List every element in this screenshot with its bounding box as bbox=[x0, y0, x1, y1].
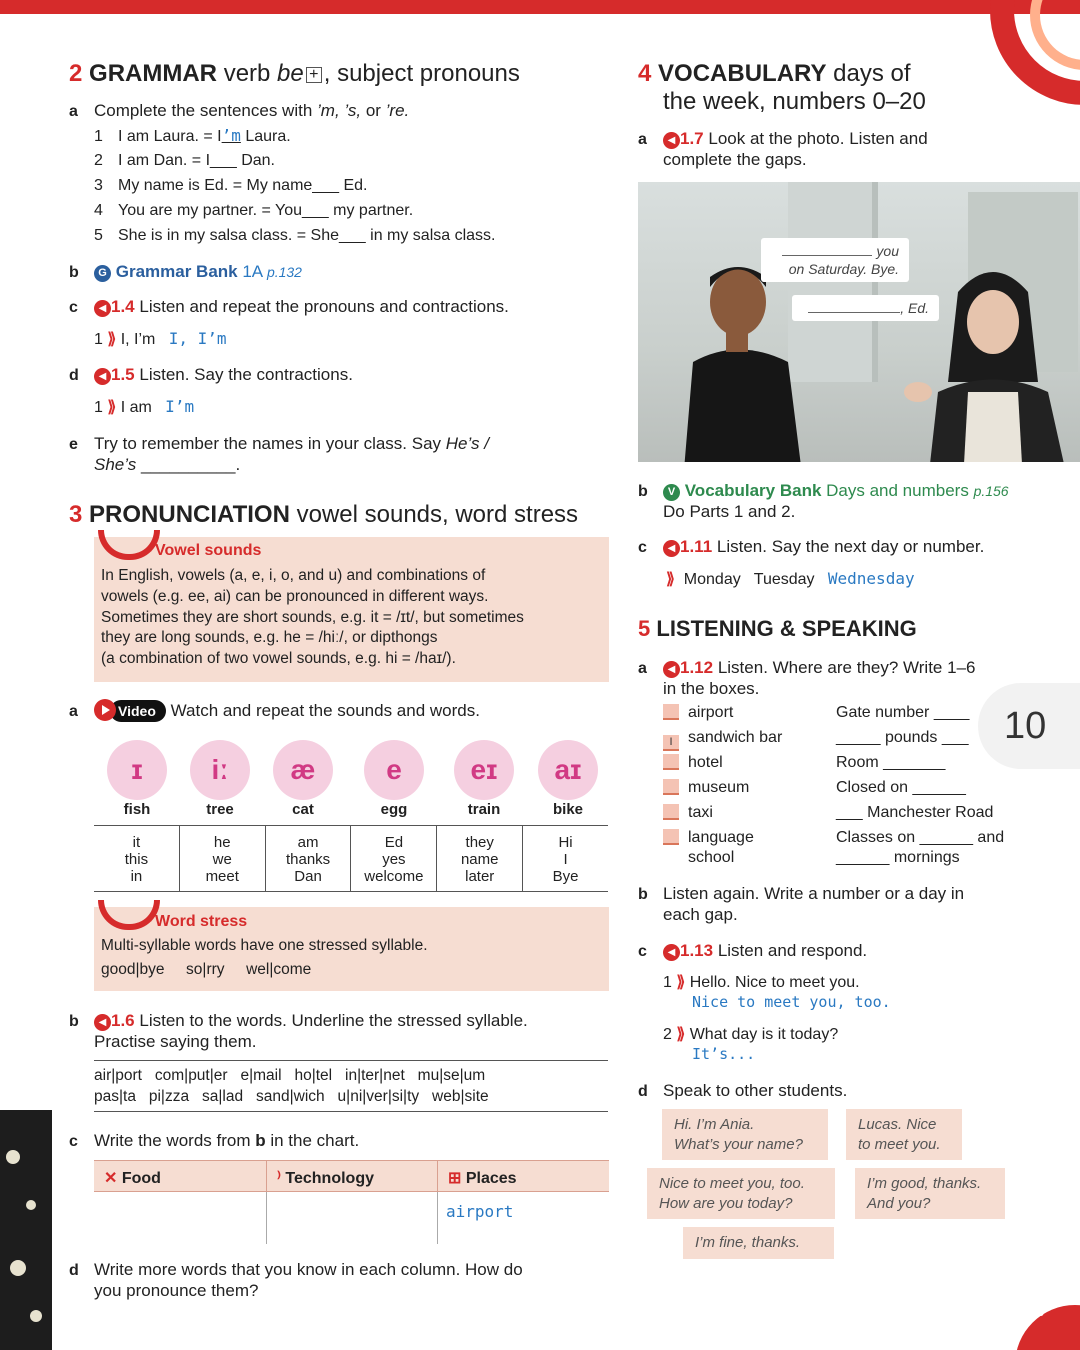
section-2-heading bbox=[69, 58, 520, 89]
sound-label: cat bbox=[292, 801, 314, 818]
divider bbox=[437, 1192, 438, 1244]
exercise-text: Listen. Where are they? Write 1–6 bbox=[717, 658, 976, 677]
exercise-gap[interactable]: __________. bbox=[136, 455, 241, 474]
exercise-text: Listen to the words. Underline the stressed syllable. bbox=[139, 1011, 528, 1030]
audio-icon[interactable]: ◀ bbox=[94, 368, 111, 385]
column-places bbox=[437, 1160, 609, 1192]
exercise-letter: a bbox=[638, 660, 647, 677]
bubble-text: I’m fine, thanks. bbox=[695, 1234, 801, 1251]
section-number: 5 bbox=[638, 616, 651, 641]
exercise-2e-line2[interactable] bbox=[94, 454, 240, 476]
answer-box[interactable] bbox=[663, 804, 679, 820]
answer-box[interactable] bbox=[663, 754, 679, 770]
example-number: 1 bbox=[94, 331, 103, 348]
item-text: Laura. bbox=[240, 128, 291, 145]
sound-label: train bbox=[467, 801, 501, 818]
audio-track-number: 1.7 bbox=[680, 129, 704, 148]
exercise-5d bbox=[638, 1080, 847, 1103]
speaker-icon: ⟫ bbox=[671, 974, 690, 991]
divider bbox=[266, 1192, 267, 1244]
exercise-letter: b bbox=[69, 264, 79, 281]
exercise-text: Write more words that you know in each column. How do bbox=[94, 1260, 523, 1279]
word-list[interactable]: pas|ta pi|zza sa|lad sand|wich u|ni|ver|si|ty web|site bbox=[94, 1088, 489, 1105]
word-stress-examples bbox=[101, 960, 311, 980]
exercise-letter: b bbox=[638, 886, 648, 903]
vowel-sounds-text bbox=[101, 566, 524, 670]
exercise-text: Write the words from bbox=[94, 1131, 256, 1150]
example-line bbox=[666, 569, 915, 591]
example-text: I am bbox=[120, 399, 152, 416]
woman-figure bbox=[898, 252, 1078, 462]
sound-egg-icon[interactable] bbox=[364, 740, 424, 800]
speech-bubble bbox=[846, 1109, 962, 1160]
item-text: Dan. bbox=[236, 152, 275, 169]
stress-example: good|bye bbox=[101, 961, 165, 978]
item-number: 3 bbox=[94, 177, 103, 194]
section-subtitle: days of bbox=[833, 60, 911, 87]
info-line: In English, vowels (a, e, i, o, and u) and combinations of bbox=[101, 567, 486, 584]
video-button[interactable]: Video bbox=[110, 700, 166, 722]
section-subtitle: vowel sounds, word stress bbox=[296, 501, 579, 528]
exercise-text: Practise saying them. bbox=[94, 1032, 257, 1051]
word-stress-tag: Word stress bbox=[155, 913, 248, 930]
section-subtitle-italic: be bbox=[277, 60, 304, 87]
grammar-item[interactable] bbox=[94, 176, 367, 197]
place-row[interactable] bbox=[663, 828, 754, 849]
grid-column bbox=[437, 826, 523, 891]
place-row[interactable] bbox=[663, 803, 713, 824]
item-text: in my salsa class. bbox=[365, 227, 496, 244]
bubble-text: , Ed. bbox=[900, 300, 929, 316]
item-gap[interactable]: ___ bbox=[338, 227, 366, 244]
vocabulary-bank-page: p.156 bbox=[973, 483, 1009, 499]
sound-label: bike bbox=[552, 801, 583, 818]
bubble-text: And you? bbox=[867, 1194, 931, 1212]
speaker-icon: ⟫ bbox=[102, 331, 121, 348]
page-corner-decoration bbox=[1015, 1305, 1080, 1350]
play-video-icon[interactable] bbox=[94, 699, 116, 721]
place-gap[interactable]: _____ pounds ___ bbox=[836, 729, 969, 746]
grid-word: welcome bbox=[364, 868, 424, 885]
dialogue-answer: Nice to meet you, too. bbox=[692, 993, 891, 1011]
item-gap[interactable]: ___ bbox=[312, 177, 339, 194]
exercise-5c bbox=[638, 940, 867, 963]
example-text: Monday Tuesday bbox=[683, 571, 815, 588]
grid-word: Hi bbox=[558, 834, 573, 851]
column-header: Technology bbox=[285, 1170, 374, 1187]
dialogue-line bbox=[663, 1025, 838, 1046]
column-food bbox=[94, 1160, 266, 1192]
top-red-bar bbox=[0, 0, 1080, 14]
phonetic-symbol: ɪ bbox=[131, 754, 143, 785]
answer-box[interactable] bbox=[663, 829, 679, 845]
phonetic-symbol: e bbox=[386, 754, 402, 785]
left-edge-decoration bbox=[0, 1110, 52, 1350]
grid-word: we bbox=[212, 851, 232, 868]
exercise-letter: d bbox=[69, 367, 79, 384]
grammar-bank-link[interactable]: Grammar Bank bbox=[115, 262, 238, 281]
dialogue-line bbox=[663, 973, 860, 994]
section-5-heading bbox=[638, 615, 917, 644]
stress-example: wel|come bbox=[246, 961, 312, 978]
bubble-text: on Saturday. Bye. bbox=[788, 261, 899, 278]
grammar-bank-unit: 1A bbox=[237, 262, 267, 281]
audio-track-number: 1.11 bbox=[680, 537, 713, 556]
exercise-letter: d bbox=[69, 1262, 79, 1279]
grammar-bank-icon: G bbox=[94, 265, 111, 282]
exercise-text: you pronounce them? bbox=[94, 1281, 259, 1300]
bubble-text: you bbox=[876, 243, 899, 259]
column-technology bbox=[266, 1160, 437, 1192]
item-text: My name is Ed. = My name bbox=[118, 177, 313, 194]
vocabulary-bank-icon: V bbox=[663, 484, 680, 501]
section-4-heading bbox=[638, 58, 911, 89]
exercise-text: Look at the photo. Listen and bbox=[708, 129, 928, 148]
exercise-3a bbox=[69, 699, 480, 723]
dialogue-text: Hello. Nice to meet you. bbox=[689, 974, 860, 991]
info-line: they are long sounds, e.g. he = /hiː/, or dipthongs bbox=[101, 629, 438, 647]
exercise-text: in the chart. bbox=[265, 1131, 360, 1150]
place-row[interactable] bbox=[663, 703, 733, 724]
example-line bbox=[94, 329, 227, 351]
exercise-5b bbox=[638, 883, 964, 906]
exercise-text: or bbox=[361, 101, 386, 120]
exercise-2a bbox=[69, 100, 409, 123]
example-line bbox=[94, 397, 194, 419]
section-subtitle-rest: , subject pronouns bbox=[323, 60, 520, 87]
sound-train-icon[interactable] bbox=[454, 740, 514, 800]
grid-word: he bbox=[213, 834, 231, 851]
place-gap[interactable]: Room _______ bbox=[836, 754, 946, 771]
audio-track-number: 1.12 bbox=[680, 658, 714, 677]
place-gap[interactable]: Classes on ______ and bbox=[836, 829, 1005, 846]
grid-word: Dan bbox=[294, 868, 322, 885]
sound-fish-icon[interactable] bbox=[107, 740, 167, 800]
bubble-text: How are you today? bbox=[659, 1194, 793, 1212]
plus-box-icon: + bbox=[306, 67, 322, 83]
grammar-bank-page: p.132 bbox=[266, 264, 302, 280]
grid-word: yes bbox=[382, 851, 406, 868]
section-title: VOCABULARY bbox=[658, 60, 827, 87]
exercise-2b[interactable] bbox=[69, 261, 302, 284]
speech-bubble bbox=[683, 1227, 834, 1259]
audio-icon[interactable]: ◀ bbox=[663, 132, 680, 149]
section-number: 4 bbox=[638, 60, 652, 87]
grid-word: thanks bbox=[285, 851, 331, 868]
example-number: 2 bbox=[663, 1026, 672, 1043]
exercise-text-italic: ’m, ’s, bbox=[317, 101, 362, 120]
exercise-letter: b bbox=[69, 1013, 79, 1030]
exercise-4a bbox=[638, 128, 928, 151]
grid-column bbox=[351, 826, 437, 891]
food-icon: ✕ bbox=[104, 1170, 118, 1187]
example-answer: I, I’m bbox=[168, 329, 227, 348]
grid-word: Bye bbox=[552, 868, 579, 885]
exercise-text: Listen. Say the next day or number. bbox=[716, 537, 985, 556]
exercise-text: Speak to other students. bbox=[663, 1081, 848, 1100]
exercise-text-bold: b bbox=[255, 1131, 266, 1150]
exercise-text: complete the gaps. bbox=[663, 150, 807, 169]
exercise-letter: e bbox=[69, 436, 78, 453]
bubble-text: Hi. I’m Ania. bbox=[674, 1116, 755, 1133]
divider bbox=[94, 1060, 608, 1061]
item-text: She is in my salsa class. = She bbox=[118, 227, 339, 244]
place-name: museum bbox=[688, 779, 750, 796]
exercise-text: Listen again. Write a number or a day in bbox=[663, 884, 965, 903]
vocabulary-bank-link[interactable]: Vocabulary Bank bbox=[684, 481, 822, 500]
word-stress-text: Multi-syllable words have one stressed syllable. bbox=[101, 937, 428, 954]
item-text: Ed. bbox=[339, 177, 368, 194]
grid-column bbox=[523, 826, 608, 891]
info-line: (a combination of two vowel sounds, e.g. hi = /haɪ/). bbox=[101, 650, 456, 668]
grammar-item[interactable] bbox=[94, 201, 413, 222]
exercise-text: Try to remember the names in your class. Say bbox=[94, 434, 446, 453]
photo-two-students bbox=[638, 182, 1080, 462]
exercise-letter: a bbox=[69, 703, 78, 720]
audio-track-number: 1.13 bbox=[680, 941, 714, 960]
speech-bubble[interactable] bbox=[792, 295, 939, 321]
exercise-5a bbox=[638, 657, 975, 680]
grid-word: in bbox=[130, 868, 143, 885]
exercise-text-italic: ’re. bbox=[385, 101, 410, 120]
vocabulary-bank-title: Days and numbers bbox=[821, 481, 974, 500]
exercise-text-italic: He’s / bbox=[445, 434, 489, 453]
bubble-line bbox=[771, 242, 899, 260]
sound-tree-icon[interactable] bbox=[190, 740, 250, 800]
exercise-text: Listen. Say the contractions. bbox=[139, 365, 353, 384]
grid-word: I bbox=[563, 851, 568, 868]
exercise-letter: c bbox=[69, 1133, 78, 1150]
dialogue-answer: It’s... bbox=[692, 1045, 756, 1063]
item-number: 5 bbox=[94, 227, 103, 244]
grid-column bbox=[94, 826, 180, 891]
item-text: I am Laura. = I bbox=[118, 128, 222, 145]
exercise-text: in the boxes. bbox=[663, 679, 760, 698]
answer-box[interactable] bbox=[663, 704, 679, 720]
phonetic-symbol: æ bbox=[290, 754, 316, 785]
dialogue-text: What day is it today? bbox=[689, 1026, 839, 1043]
column-header: Places bbox=[465, 1170, 517, 1187]
place-gap[interactable]: Gate number ____ bbox=[836, 704, 970, 721]
section-subtitle: the week, numbers 0–20 bbox=[663, 88, 926, 115]
exercise-text-italic: She’s bbox=[94, 455, 137, 474]
grammar-item[interactable] bbox=[94, 151, 275, 172]
example-answer: Wednesday bbox=[827, 569, 915, 588]
item-number: 2 bbox=[94, 152, 103, 169]
phonetic-symbol: eɪ bbox=[470, 754, 498, 785]
section-title: GRAMMAR bbox=[89, 60, 218, 87]
building-icon: ⊞ bbox=[448, 1170, 462, 1187]
column-header: Food bbox=[121, 1170, 161, 1187]
exercise-text: Do Parts 1 and 2. bbox=[663, 502, 796, 521]
place-row[interactable] bbox=[663, 728, 782, 751]
exercise-letter: a bbox=[638, 131, 647, 148]
bubble-text: What’s your name? bbox=[674, 1135, 803, 1153]
audio-icon[interactable]: ◀ bbox=[94, 300, 111, 317]
exercise-2d bbox=[69, 364, 353, 387]
section-title: LISTENING & SPEAKING bbox=[656, 616, 917, 641]
phonetic-symbol: iː bbox=[211, 754, 229, 785]
audio-icon[interactable]: ◀ bbox=[94, 1014, 111, 1031]
exercise-2e bbox=[69, 433, 489, 456]
vowel-sounds-tag: Vowel sounds bbox=[155, 542, 262, 559]
grid-word: Ed bbox=[384, 834, 404, 851]
sound-words-grid bbox=[94, 825, 608, 892]
exercise-letter: c bbox=[638, 943, 647, 960]
audio-icon[interactable]: ◀ bbox=[663, 661, 680, 678]
sound-cat-icon[interactable] bbox=[273, 740, 333, 800]
exercise-text: Listen and repeat the pronouns and contractions. bbox=[139, 297, 509, 316]
audio-track-number: 1.5 bbox=[111, 365, 135, 384]
exercise-4c bbox=[638, 536, 984, 559]
item-gap[interactable]: ___ bbox=[210, 152, 237, 169]
example-answer: I’m bbox=[165, 397, 195, 416]
item-text: I am Dan. = I bbox=[118, 152, 211, 169]
grid-word: later bbox=[465, 868, 495, 885]
sound-label: egg bbox=[380, 801, 408, 818]
audio-icon[interactable]: ◀ bbox=[663, 540, 680, 557]
info-line: vowels (e.g. ee, ai) can be pronounced in different ways. bbox=[101, 587, 489, 605]
exercise-3d bbox=[69, 1259, 523, 1282]
chart-answer: airport bbox=[446, 1202, 514, 1221]
speech-bubble bbox=[855, 1168, 1005, 1219]
place-gap[interactable]: ______ mornings bbox=[836, 849, 960, 866]
phonetic-symbol: aɪ bbox=[554, 754, 582, 785]
grid-word: they bbox=[465, 834, 494, 851]
place-name: sandwich bar bbox=[688, 729, 783, 746]
info-line: Sometimes they are short sounds, e.g. it = /ɪt/, but sometimes bbox=[101, 608, 524, 626]
sound-label: fish bbox=[123, 801, 151, 818]
audio-track-number: 1.6 bbox=[111, 1011, 135, 1030]
word-list[interactable]: air|port com|put|er e|mail ho|tel in|ter|net mu|se|um bbox=[94, 1067, 486, 1084]
exercise-letter: b bbox=[638, 483, 648, 500]
exercise-4b[interactable] bbox=[638, 480, 1009, 503]
grid-word: am bbox=[297, 834, 319, 851]
item-text: my partner. bbox=[328, 202, 414, 219]
place-gap[interactable]: ___ Manchester Road bbox=[836, 804, 994, 821]
exercise-letter: a bbox=[69, 103, 78, 120]
exercise-letter: c bbox=[69, 299, 78, 316]
speaker-icon: ⟫ bbox=[666, 571, 684, 588]
grid-column bbox=[266, 826, 352, 891]
exercise-letter: c bbox=[638, 539, 647, 556]
item-number: 1 bbox=[94, 128, 103, 145]
exercise-text: each gap. bbox=[663, 905, 738, 924]
item-text: You are my partner. = You bbox=[118, 202, 302, 219]
section-3-heading bbox=[69, 499, 578, 530]
section-title: PRONUNCIATION bbox=[89, 501, 290, 528]
bubble-text: I’m good, thanks. bbox=[867, 1175, 982, 1192]
exercise-3b bbox=[69, 1010, 528, 1033]
bubble-text: Nice to meet you, too. bbox=[659, 1175, 805, 1192]
item-gap[interactable]: ___ bbox=[302, 202, 329, 219]
speech-bubble[interactable] bbox=[761, 238, 909, 282]
speaker-icon: ⟫ bbox=[671, 1026, 690, 1043]
place-row[interactable] bbox=[663, 753, 723, 774]
example-number: 1 bbox=[94, 399, 103, 416]
grid-word: meet bbox=[205, 868, 239, 885]
sound-label: tree bbox=[206, 801, 234, 818]
wifi-icon: ⁾ bbox=[277, 1170, 281, 1187]
example-number: 1 bbox=[663, 974, 672, 991]
section-subtitle: verb bbox=[223, 60, 278, 87]
place-name: taxi bbox=[688, 804, 713, 821]
exercise-2c bbox=[69, 296, 509, 319]
place-name: school bbox=[688, 849, 735, 866]
audio-icon[interactable]: ◀ bbox=[663, 944, 680, 961]
audio-track-number: 1.4 bbox=[111, 297, 135, 316]
item-number: 4 bbox=[94, 202, 103, 219]
place-name: airport bbox=[688, 704, 734, 721]
section-number: 2 bbox=[69, 60, 83, 87]
exercise-letter: d bbox=[638, 1083, 648, 1100]
sound-bike-icon[interactable] bbox=[538, 740, 598, 800]
divider bbox=[94, 1111, 608, 1112]
speech-bubble bbox=[647, 1168, 835, 1219]
grammar-item[interactable] bbox=[94, 226, 496, 247]
item-answer: ’m bbox=[221, 126, 241, 145]
place-name: language bbox=[688, 829, 754, 846]
speech-bubble bbox=[662, 1109, 828, 1160]
bubble-text: Lucas. Nice bbox=[858, 1116, 937, 1133]
grammar-item bbox=[94, 126, 291, 148]
section-number: 3 bbox=[69, 501, 83, 528]
stress-example: so|rry bbox=[186, 961, 225, 978]
place-name: hotel bbox=[688, 754, 723, 771]
bubble-text: to meet you. bbox=[858, 1135, 941, 1153]
grid-word: this bbox=[124, 851, 149, 868]
speaker-icon: ⟫ bbox=[102, 399, 121, 416]
example-text: I, I’m bbox=[120, 331, 156, 348]
grid-word: it bbox=[132, 834, 141, 851]
grid-column bbox=[180, 826, 266, 891]
answer-box[interactable] bbox=[663, 779, 679, 795]
exercise-text: Complete the sentences with bbox=[94, 101, 318, 120]
place-gap[interactable]: Closed on ______ bbox=[836, 779, 966, 796]
place-row[interactable] bbox=[663, 778, 749, 799]
grid-word: name bbox=[460, 851, 499, 868]
page-number: 9 bbox=[1038, 1307, 1045, 1319]
exercise-text: Listen and respond. bbox=[717, 941, 868, 960]
exercise-text: Watch and repeat the sounds and words. bbox=[170, 701, 480, 720]
side-tab-counter[interactable]: 10 bbox=[978, 683, 1080, 769]
exercise-3c bbox=[69, 1130, 359, 1153]
answer-box[interactable]: I bbox=[663, 735, 679, 751]
